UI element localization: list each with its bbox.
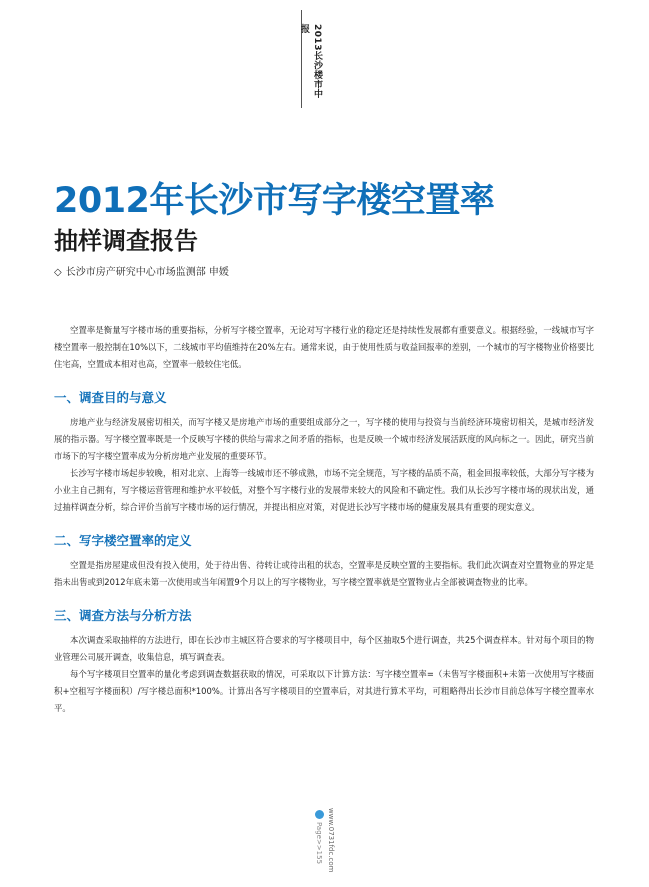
section-paragraph: 空置是指房屋建成但没有投入使用，处于待出售、待转让或待出租的状态，空置率是反映空置的主要指标。我们此次调查对空置物业的界定是指未出售或到2012年底未第一次使用或当年闲置9个月以上的写字楼物业，写字楼空置率就是空置物业占全部被调查物业的比率。 [54, 560, 594, 587]
section-paragraph: 房地产业与经济发展密切相关，而写字楼又是房地产市场的重要组成部分之一，写字楼的使用与投资与当前经济环境密切相关，是城市经济发展的指示器。写字楼空置率既是一个反映写字楼的供给与需求之间矛盾的指标，也是反映一个城市经济发展活跃度的风向标之一。因此，研究当前市场下的写字楼空置率成为分析房地产业发展的重要环节。 [54, 417, 594, 461]
section-paragraph: 长沙写字楼市场起步较晚，相对北京、上海等一线城市还不够成熟，市场不完全规范，写字楼的品质不高，租金回报率较低，大部分写字楼为小业主自己拥有，写字楼运营管理和维护水平较低，对整个写字楼行业的发展带来较大的风险和不确定性。我们从长沙写字楼市场的现状出发，通过抽样调查分析，综合评价当前写字楼市场的运行情况，并提出相应对策，对促进长沙写字楼市场的健康发展具有重要的现实意义。 [54, 468, 594, 512]
section-definition [54, 533, 594, 591]
diamond-icon: ◇ [54, 267, 62, 278]
section-paragraph: 每个写字楼项目空置率的量化考虑到调查数据获取的情况，可采取以下计算方法：写字楼空置率=（未售写字楼面积+未第一次使用写字楼面积+空租写字楼面积）/写字楼总面积*100%。计算出各写字楼项目的空置率后，对其进行算术平均，可粗略得出长沙市目前总体写字楼空置率水平。 [54, 669, 594, 713]
section-paragraph: 本次调查采取抽样的方法进行，即在长沙市主城区符合要求的写字楼项目中，每个区抽取5个进行调查，共25个调查样本。针对每个项目的物业管理公司展开调查，收集信息，填写调查表。 [54, 635, 594, 662]
article-body [54, 322, 594, 717]
section-title: 三、调查方法与分析方法 [54, 608, 192, 623]
page-number: Page>>155 [315, 822, 323, 865]
intro-paragraph: 空置率是衡量写字楼市场的重要指标，分析写字楼空置率，无论对写字楼行业的稳定还是持续性发展都有重要意义。根据经验，一线城市写字楼空置率一般控制在10%以下，二线城市平均值维持在20%左右。通常来说，由于使用性质与收益回报率的差别，一个城市的写字楼物业价格要比住宅高，空置成本相对也高，空置率一般较住宅低。 [54, 325, 594, 369]
header-tab-label: 2013长沙楼市中报 [299, 24, 322, 99]
section-methods [54, 608, 594, 717]
page-subtitle: 抽样调查报告 [54, 227, 198, 255]
section-title: 一、调查目的与意义 [54, 390, 167, 405]
page-title: 2012年长沙市写字楼空置率 [54, 181, 495, 221]
byline [54, 263, 229, 278]
section-purpose [54, 390, 594, 516]
section-title: 二、写字楼空置率的定义 [54, 533, 192, 548]
footer-url: www.0731fdc.com [327, 808, 335, 873]
byline-text: 长沙市房产研究中心市场监测部 申媛 [65, 267, 229, 278]
